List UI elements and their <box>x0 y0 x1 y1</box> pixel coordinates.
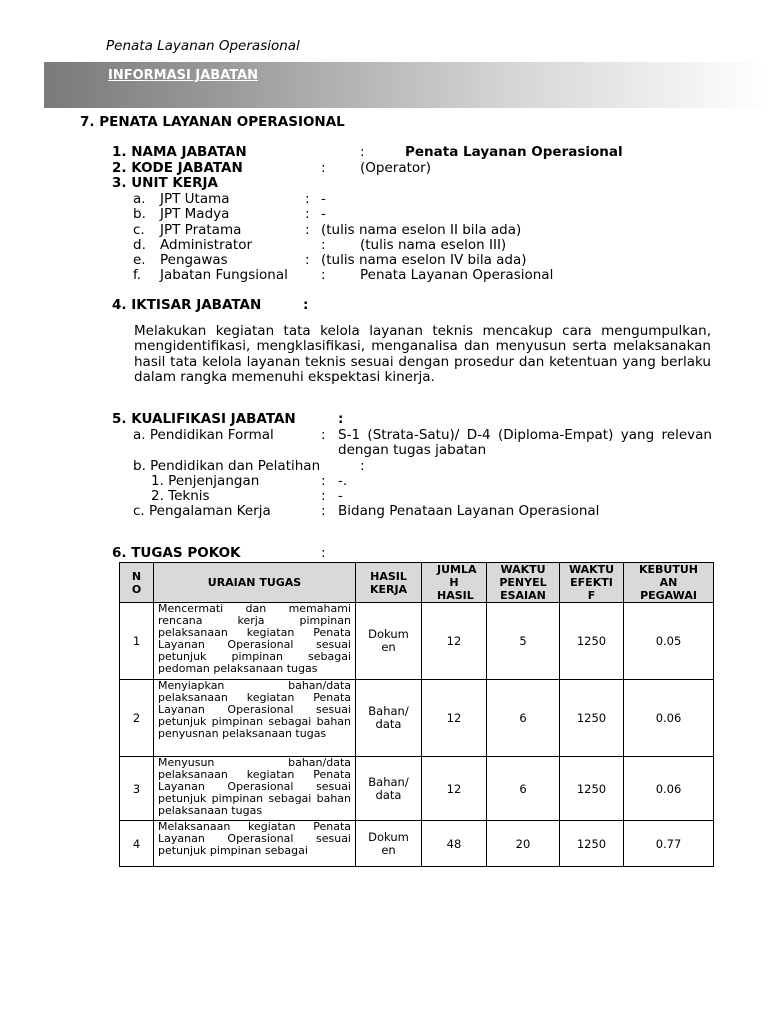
pendidikan-formal-colon: : <box>321 427 326 443</box>
unit-item-value: - <box>321 206 326 222</box>
cell-kebutuhan: 0.06 <box>624 680 714 757</box>
running-header: Penata Layanan Operasional <box>106 38 300 54</box>
cell-hasil: Bahan/ data <box>356 757 422 821</box>
col-header-waktu-penyelesaian: WAKTU PENYEL ESAIAN <box>487 563 560 603</box>
ikhtisar-colon: : <box>303 297 309 313</box>
pengalaman-colon: : <box>321 503 326 519</box>
cell-waktu-efektif: 1250 <box>560 757 624 821</box>
teknis-label: 2. Teknis <box>151 488 210 504</box>
unit-item-value: (tulis nama eselon II bila ada) <box>321 222 522 238</box>
col-header-uraian: URAIAN TUGAS <box>154 563 356 603</box>
kode-jabatan-label: 2. KODE JABATAN <box>112 160 243 176</box>
cell-uraian <box>154 821 356 867</box>
teknis-value: - <box>338 488 343 504</box>
unit-item-label: JPT Pratama <box>160 222 242 238</box>
unit-item-colon: : <box>321 267 326 283</box>
cell-waktu-penyelesaian: 6 <box>487 680 560 757</box>
cell-uraian: Menyusun bahan/data pelaksanaan kegiatan Penata Layanan Operasional sesuai petunjuk pimpinan sebagai bahan pelaksanaan tugas <box>154 757 356 821</box>
unit-item-label: Administrator <box>160 237 253 253</box>
cell-no: 1 <box>120 603 154 680</box>
unit-item-colon: : <box>305 222 310 238</box>
cell-jumlah: 48 <box>422 821 487 867</box>
unit-item-value: (tulis nama eselon IV bila ada) <box>321 252 527 268</box>
penjenjangan-label: 1. Penjenjangan <box>151 473 260 489</box>
table-row <box>120 680 714 757</box>
kode-jabatan-colon: : <box>321 160 326 176</box>
nama-jabatan-value: Penata Layanan Operasional <box>405 144 623 160</box>
nama-jabatan-colon: : <box>360 144 365 160</box>
table-row <box>120 757 714 821</box>
cell-kebutuhan: 0.05 <box>624 603 714 680</box>
ikhtisar-text: Melakukan kegiatan tata kelola layanan teknis mencakup cara mengumpulkan, mengidentifikasi, mengklasifikasi, menganalisa dan menyusun serta melaksanakan hasil tata kelola layanan teknis sesuai dengan prosedur dan ketentuan yang berlaku dalam rangka memenuhi ekspektasi kinerja. <box>134 323 711 386</box>
cell-no: 4 <box>120 821 154 867</box>
table-row <box>120 821 714 867</box>
unit-item-letter: c. <box>133 222 145 238</box>
pengalaman-label: c. Pengalaman Kerja <box>133 503 271 519</box>
penjenjangan-value: -. <box>338 473 348 489</box>
unit-item-label: Jabatan Fungsional <box>160 267 288 283</box>
unit-item-label: Pengawas <box>160 252 228 268</box>
unit-item-label: JPT Utama <box>160 191 230 207</box>
unit-item-value: - <box>321 191 326 207</box>
pengalaman-value: Bidang Penataan Layanan Operasional <box>338 503 600 519</box>
table-header-row <box>120 563 714 603</box>
unit-item-letter: a. <box>133 191 146 207</box>
unit-kerja-label: 3. UNIT KERJA <box>112 175 218 191</box>
col-header-no: N O <box>120 563 154 603</box>
pendidikan-formal-value: S-1 (Strata-Satu)/ D-4 (Diploma-Empat) yang relevan dengan tugas jabatan <box>338 427 712 458</box>
cell-hasil: Dokumen <box>356 603 422 680</box>
cell-waktu-penyelesaian: 6 <box>487 757 560 821</box>
unit-item-colon: : <box>321 237 326 253</box>
col-header-kebutuhan-pegawai: KEBUTUH AN PEGAWAI <box>624 563 714 603</box>
col-header-jumlah-hasil: JUMLA H HASIL <box>422 563 487 603</box>
cell-kebutuhan: 0.77 <box>624 821 714 867</box>
cell-hasil: Dokumen <box>356 821 422 867</box>
cell-jumlah: 12 <box>422 603 487 680</box>
unit-item-letter: b. <box>133 206 146 222</box>
cell-no: 2 <box>120 680 154 757</box>
unit-item-letter: e. <box>133 252 146 268</box>
unit-item-letter: d. <box>133 237 146 253</box>
pendidikan-pelatihan-label: b. Pendidikan dan Pelatihan <box>133 458 321 474</box>
pendidikan-formal-label: a. Pendidikan Formal <box>133 427 274 443</box>
kode-jabatan-value: (Operator) <box>360 160 431 176</box>
cell-waktu-efektif: 1250 <box>560 603 624 680</box>
unit-item-letter: f. <box>133 267 142 283</box>
unit-item-label: JPT Madya <box>160 206 230 222</box>
tugas-pokok-table <box>119 562 714 867</box>
cell-waktu-efektif: 1250 <box>560 680 624 757</box>
pendidikan-pelatihan-colon: : <box>360 458 365 474</box>
col-header-hasil-kerja: HASIL KERJA <box>356 563 422 603</box>
cell-no: 3 <box>120 757 154 821</box>
cell-waktu-penyelesaian: 5 <box>487 603 560 680</box>
cell-uraian: Menyiapkan bahan/data pelaksanaan kegiatan Penata Layanan Operasional sesuai petunjuk pimpinan sebagai bahan penyusnan pelaksanaan tugas <box>154 680 356 757</box>
unit-item-colon: : <box>305 191 310 207</box>
tugas-pokok-label: 6. TUGAS POKOK <box>112 545 241 561</box>
unit-item-value: Penata Layanan Operasional <box>360 267 554 283</box>
table-row <box>120 603 714 680</box>
cell-uraian: Mencermati dan memahami rencana kerja pimpinan pelaksanaan kegiatan Penata Layanan Operasional sesuai petunjuk pimpinan sebagai pedoman pelaksanaan tugas <box>154 603 356 680</box>
nama-jabatan-label: 1. NAMA JABATAN <box>112 144 247 160</box>
cell-kebutuhan: 0.06 <box>624 757 714 821</box>
cell-jumlah: 12 <box>422 757 487 821</box>
unit-item-colon: : <box>305 252 310 268</box>
col-header-waktu-efektif: WAKTU EFEKTI F <box>560 563 624 603</box>
cell-uraian-text: Melaksanaan kegiatan Penata Layanan Operasional sesuai petunjuk pimpinan sebagai <box>158 821 351 857</box>
section-title: 7. PENATA LAYANAN OPERASIONAL <box>80 114 345 130</box>
unit-item-value: (tulis nama eselon III) <box>360 237 507 253</box>
penjenjangan-colon: : <box>321 473 326 489</box>
unit-item-colon: : <box>305 206 310 222</box>
cell-jumlah: 12 <box>422 680 487 757</box>
cell-waktu-penyelesaian: 20 <box>487 821 560 867</box>
kualifikasi-label: 5. KUALIFIKASI JABATAN <box>112 411 296 427</box>
kualifikasi-colon: : <box>338 411 344 427</box>
cell-waktu-efektif: 1250 <box>560 821 624 867</box>
band-title: INFORMASI JABATAN <box>108 68 259 83</box>
teknis-colon: : <box>321 488 326 504</box>
cell-hasil: Bahan/ data <box>356 680 422 757</box>
tugas-pokok-colon: : <box>321 545 326 561</box>
ikhtisar-label: 4. IKTISAR JABATAN <box>112 297 262 313</box>
